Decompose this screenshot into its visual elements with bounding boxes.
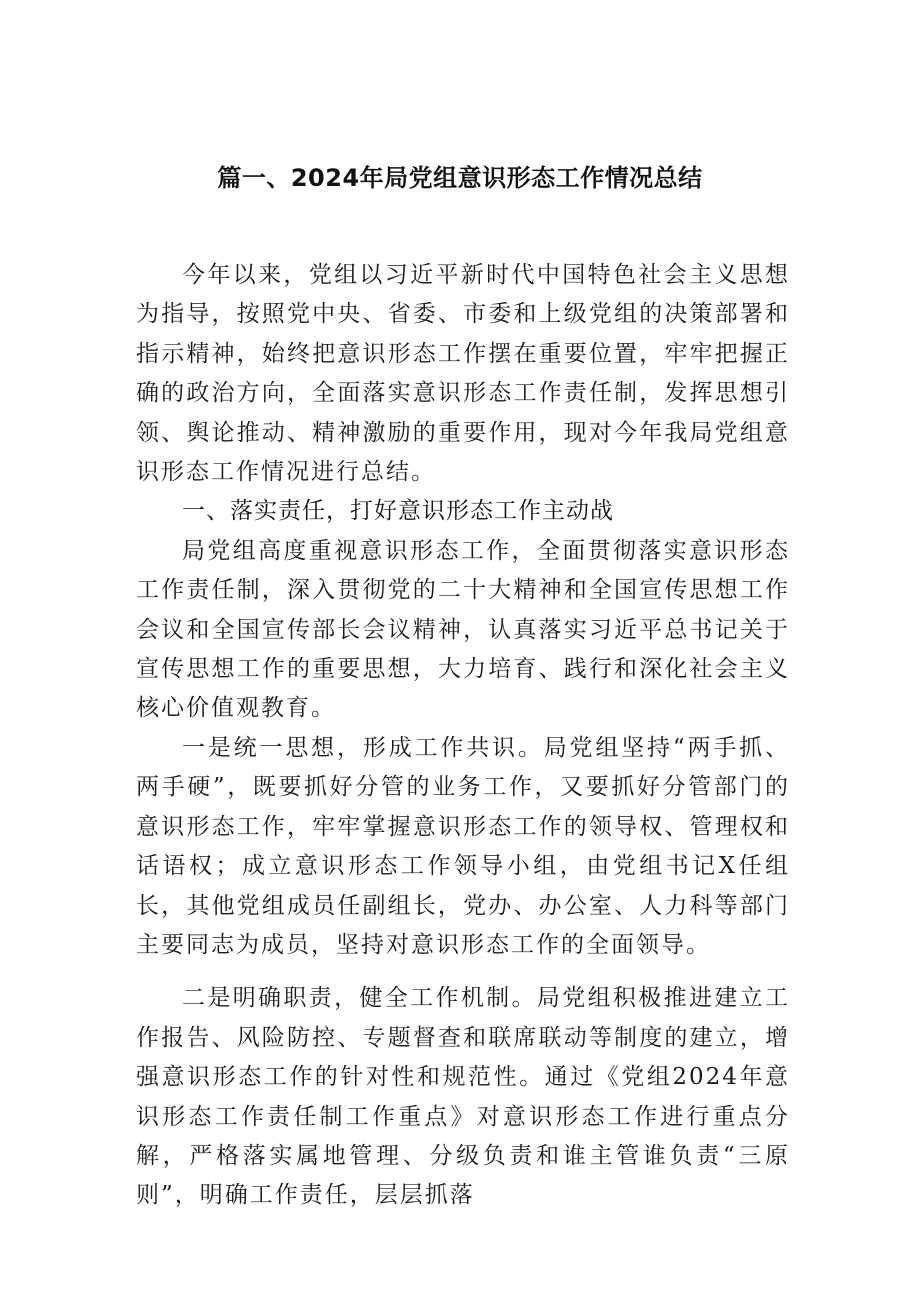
document-body — [136, 256, 790, 1216]
body-paragraph: 一是统一思想，形成工作共识。局党组坚持“两手抓、两手硬”，既要抓好分管的业务工作，又要抓好分管部门的意识形态工作，牢牢掌握意识形态工作的领导权、管理权和话语权；成立意识形态工作领导小组，由党组书记X任组长，其他党组成员任副组长，党办、办公室、人力科等部门主要同志为成员，坚持对意识形态工作的全面领导。 — [136, 734, 790, 958]
document-title: 篇一、2024年局党组意识形态工作情况总结 — [217, 164, 703, 192]
body-paragraph: 二是明确职责，健全工作机制。局党组积极推进建立工作报告、风险防控、专题督查和联席联动等制度的建立，增强意识形态工作的针对性和规范性。通过《党组2024年意识形态工作责任制工作重点》对意识形态工作进行重点分解，严格落实属地管理、分级负责和谁主管谁负责“三原则”，明确工作责任，层层抓落 — [136, 985, 790, 1209]
section-heading: 一、落实责任，打好意识形态工作主动战 — [182, 498, 614, 525]
intro-paragraph: 今年以来，党组以习近平新时代中国特色社会主义思想为指导，按照党中央、省委、市委和上级党组的决策部署和指示精神，始终把意识形态工作摆在重要位置，牢牢把握正确的政治方向，全面落实意识形态工作责任制，发挥思想引领、舆论推动、精神激励的重要作用，现对今年我局党组意识形态工作情况进行总结。 — [136, 262, 790, 486]
body-paragraph: 局党组高度重视意识形态工作，全面贯彻落实意识形态工作责任制，深入贯彻党的二十大精神和全国宣传思想工作会议和全国宣传部长会议精神，认真落实习近平总书记关于宣传思想工作的重要思想，大力培育、践行和深化社会主义核心价值观教育。 — [136, 537, 790, 722]
